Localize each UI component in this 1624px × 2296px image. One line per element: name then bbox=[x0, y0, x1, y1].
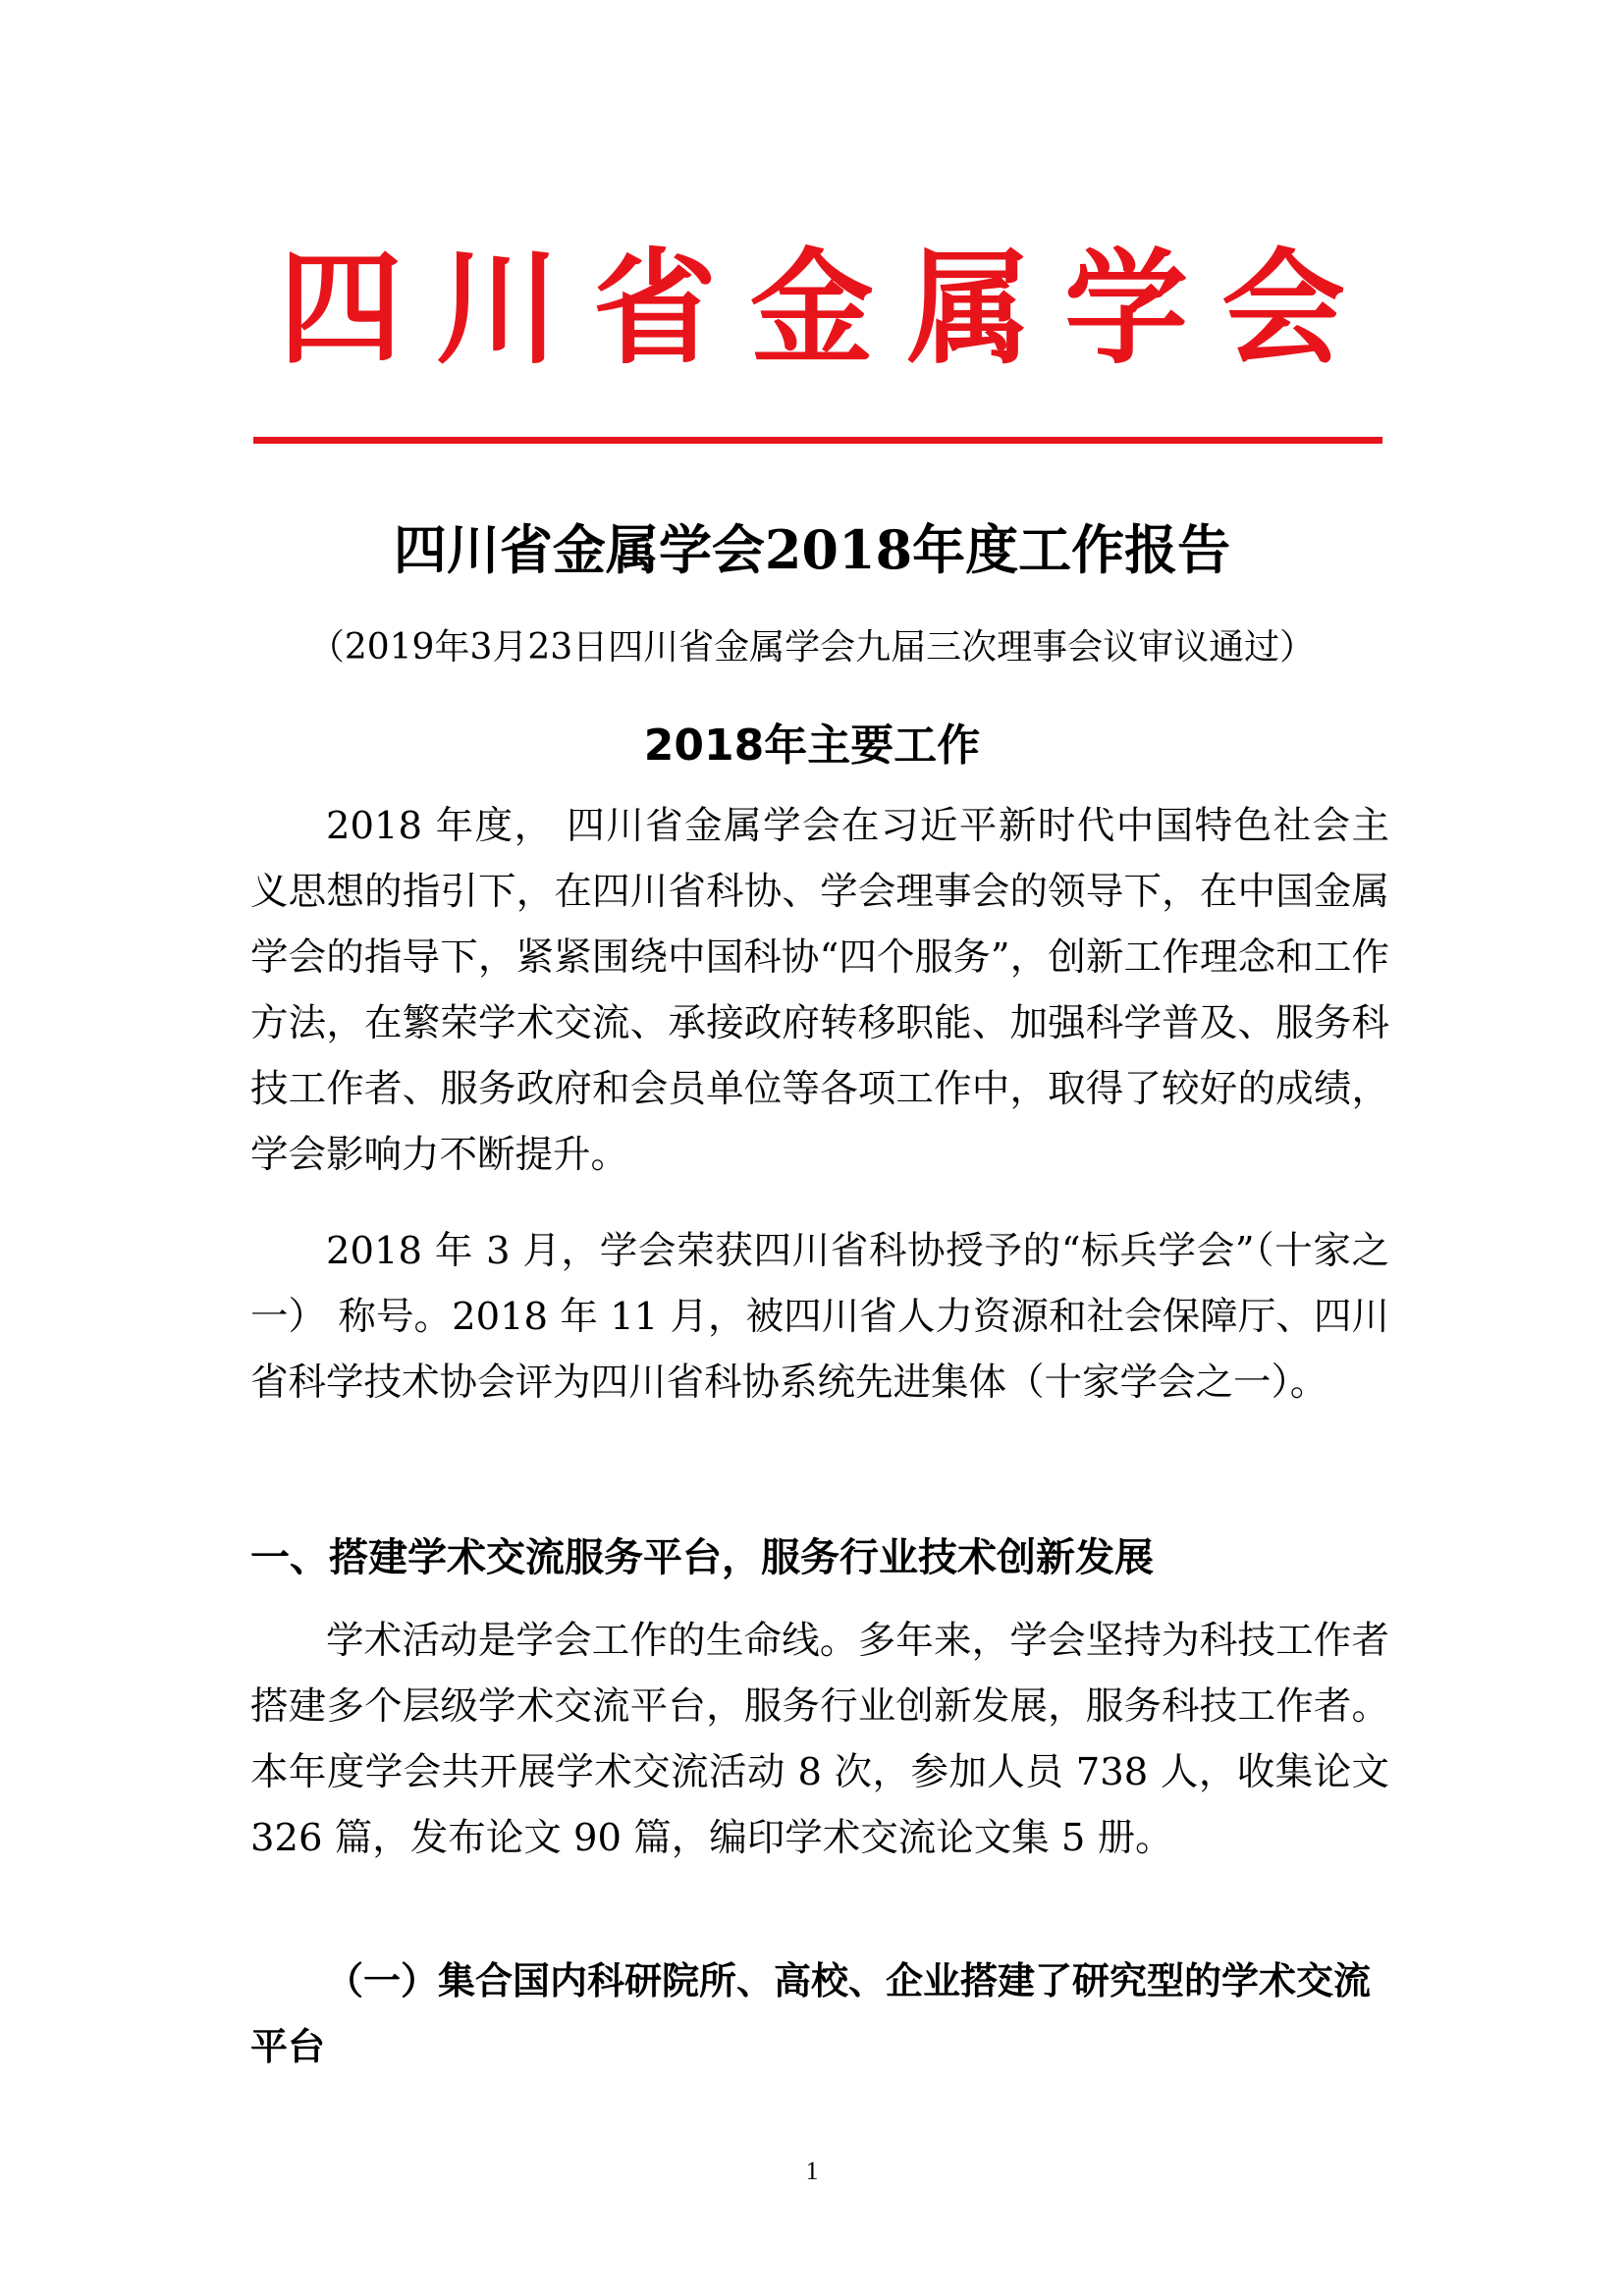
letterhead-red-rule bbox=[253, 437, 1382, 444]
approval-note: （2019年3月23日四川省金属学会九届三次理事会议审议通过） bbox=[308, 627, 1316, 667]
subsection-heading-research-platform: （一）集合国内科研院所、高校、企业搭建了研究型的学术交流平台 bbox=[250, 1959, 1372, 2068]
section-heading-academic-exchange: 一、搭建学术交流服务平台，服务行业技术创新发展 bbox=[250, 1535, 1154, 1580]
paragraph-honors: 2018 年 3 月，学会荣获四川省科协授予的“标兵学会”（十家之一） 称号。2018 年 11 月，被四川省人力资源和社会保障厅、四川省科学技术协会评为四川省科协系统先进集体（十家学会之一）。 bbox=[250, 1229, 1389, 1405]
main-work-section-title: 2018年主要工作 bbox=[643, 721, 981, 771]
report-title: 四川省金属学会2018年度工作报告 bbox=[393, 518, 1231, 581]
paragraph-annual-overview: 2018 年度， 四川省金属学会在习近平新时代中国特色社会主义思想的指引下，在四川省科协、学会理事会的领导下，在中国金属学会的指导下，紧紧围绕中国科协“四个服务”，创新工作理念和工作方法，在繁荣学术交流、承接政府转移职能、加强科学普及、服务科技工作者、服务政府和会员单位等各项工作中，取得了较好的成绩，学会影响力不断提升。 bbox=[250, 804, 1389, 1177]
page-number: 1 bbox=[805, 2157, 819, 2185]
organization-letterhead-title: 四川省金属学会 bbox=[279, 237, 1379, 381]
paragraph-academic-activities: 学术活动是学会工作的生命线。多年来，学会坚持为科技工作者搭建多个层级学术交流平台，服务行业创新发展，服务科技工作者。本年度学会共开展学术交流活动 8 次，参加人员 738 人，收集论文 326 篇，发布论文 90 篇，编印学术交流论文集 5 册。 bbox=[250, 1619, 1389, 1860]
